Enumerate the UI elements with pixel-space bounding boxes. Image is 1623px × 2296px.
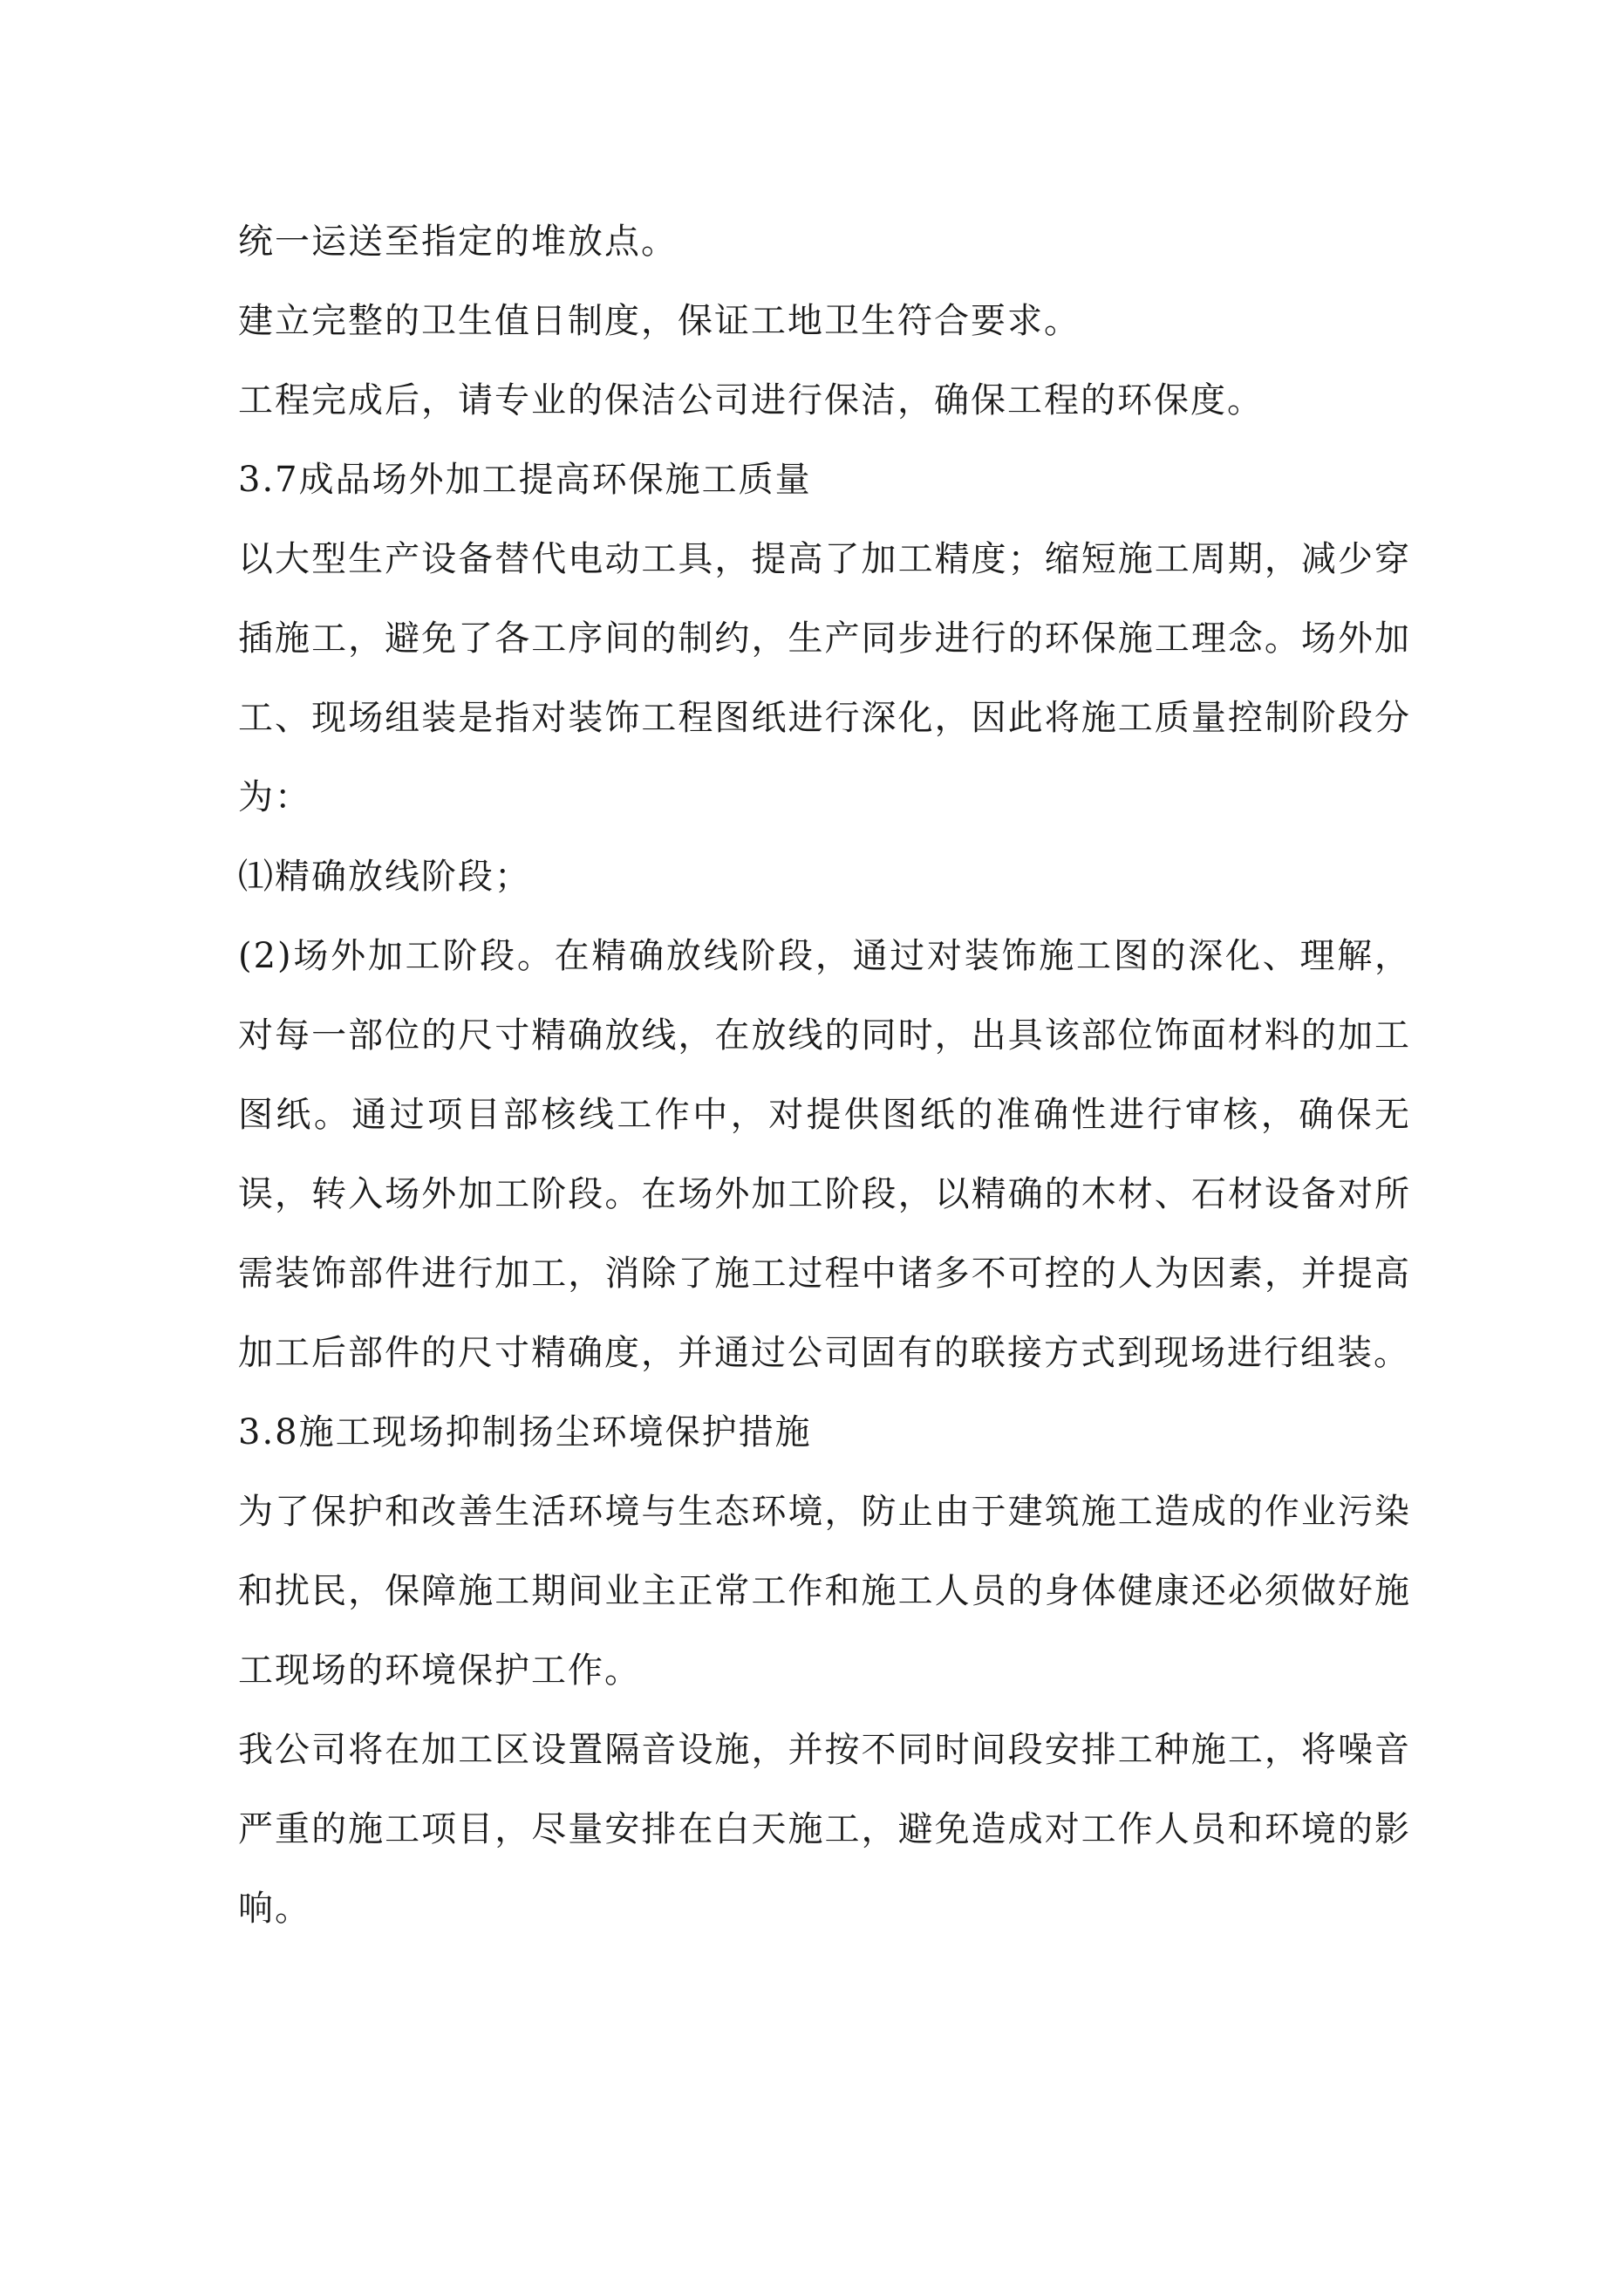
document-body (238, 202, 1411, 1949)
paragraph-offsite-processing: 以大型生产设备替代电动工具，提高了加工精度；缩短施工周期，减少穿插施工，避免了各工序间的制约，生产同步进行的环保施工理念。场外加工、现场组装是指对装饰工程图纸进行深化，因此将施工质量控制阶段分为： (238, 539, 1411, 817)
section-heading-3-7: 3.7成品场外加工提高环保施工质量 (238, 460, 812, 500)
paragraph-noise-control: 我公司将在加工区设置隔音设施，并按不同时间段安排工种施工，将噪音严重的施工项目，尽量安排在白天施工，避免造成对工作人员和环境的影响。 (238, 1730, 1411, 1929)
paragraph-transport: 统一运送至指定的堆放点。 (238, 222, 678, 262)
paragraph-hygiene-duty: 建立完整的卫生值日制度，保证工地卫生符合要求。 (238, 301, 1081, 341)
section-heading-3-8: 3.8施工现场抑制扬尘环境保护措施 (238, 1412, 812, 1452)
paragraph-stage-1: ⑴精确放线阶段； (238, 857, 531, 897)
paragraph-cleaning-company: 工程完成后，请专业的保洁公司进行保洁，确保工程的环保度。 (238, 380, 1264, 420)
paragraph-stage-2: (2)场外加工阶段。在精确放线阶段，通过对装饰施工图的深化、理解，对每一部位的尺寸精确放线，在放线的同时，出具该部位饰面材料的加工图纸。通过项目部核线工作中，对提供图纸的准确性进行审核，确保无误，转入场外加工阶段。在场外加工阶段，以精确的木材、石材设备对所需装饰部件进行加工，消除了施工过程中诸多不可控的人为因素，并提高加工后部件的尺寸精确度，并通过公司固有的联接方式到现场进行组装。 (238, 936, 1411, 1373)
paragraph-environment-protection: 为了保护和改善生活环境与生态环境，防止由于建筑施工造成的作业污染和扰民，保障施工期间业主正常工作和施工人员的身体健康还必须做好施工现场的环境保护工作。 (238, 1492, 1411, 1691)
